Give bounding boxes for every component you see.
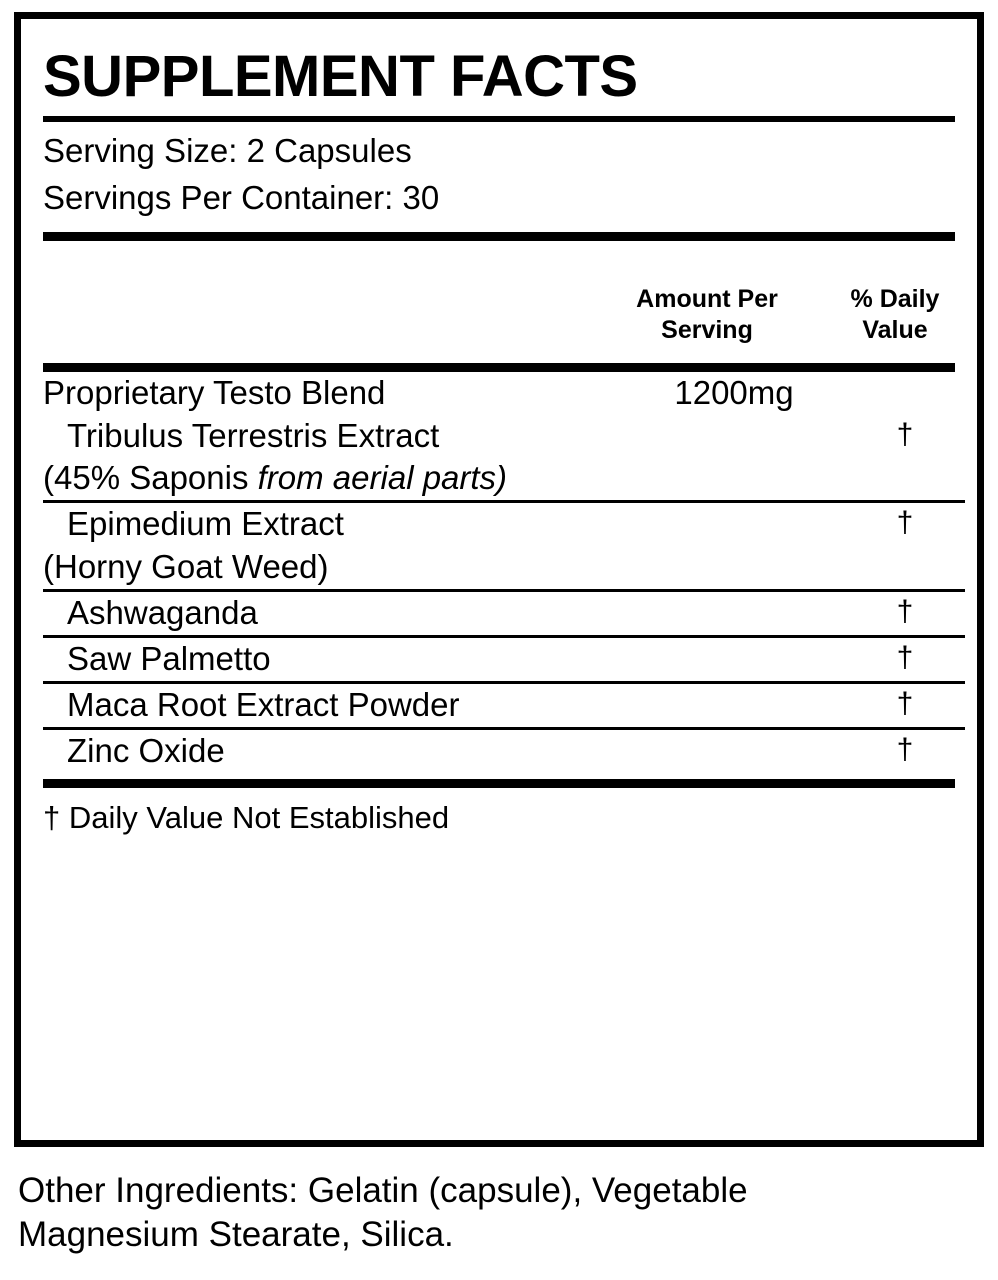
ingredient-subtext — [43, 457, 965, 501]
table-row — [43, 546, 965, 590]
ingredient-amount — [623, 415, 845, 458]
page-title: SUPPLEMENT FACTS — [43, 44, 638, 109]
ingredient-amount — [623, 591, 845, 637]
ingredient-name: Saw Palmetto — [43, 636, 623, 682]
divider-below-table — [43, 779, 955, 788]
serving-info — [43, 122, 955, 226]
ingredient-subtext-italic: from aerial parts) — [257, 459, 508, 497]
blend-dv — [845, 372, 965, 415]
ingredient-name: Zinc Oxide — [67, 731, 225, 769]
divider-above-table — [43, 363, 955, 372]
header-dv-line2: Value — [862, 316, 928, 345]
table-row — [43, 502, 965, 546]
blend-amount: 1200mg — [674, 373, 794, 411]
ingredient-dv: † — [896, 506, 914, 540]
ingredient-subtext: (Horny Goat Weed) — [43, 546, 965, 590]
blend-name: Proprietary Testo Blend — [43, 373, 386, 411]
other-ingredients-line1: Other Ingredients: Gelatin (capsule), Vegetable — [18, 1171, 748, 1210]
ingredient-dv: † — [845, 591, 965, 637]
table-row — [43, 728, 965, 772]
table-row — [43, 591, 965, 637]
ingredient-dv: † — [845, 636, 965, 682]
ingredient-dv: † — [896, 417, 914, 451]
table-row — [43, 682, 965, 728]
ingredient-subtext-plain: (45% Saponis — [43, 459, 258, 497]
daily-value-footnote: † Daily Value Not Established — [43, 799, 450, 835]
ingredient-amount — [623, 502, 845, 546]
ingredient-name: Maca Root Extract Powder — [43, 682, 623, 728]
table-row — [43, 415, 965, 458]
other-ingredients-line2: Magnesium Stearate, Silica. — [18, 1214, 454, 1254]
ingredient-amount — [623, 682, 845, 728]
ingredients-table — [43, 372, 965, 773]
ingredient-dv: † — [896, 732, 914, 766]
header-amount-line2: Serving — [661, 316, 753, 345]
table-row — [43, 372, 965, 415]
servings-per-container: Servings Per Container: 30 — [43, 178, 440, 216]
serving-size: Serving Size: 2 Capsules — [43, 131, 412, 169]
ingredient-name: Tribulus Terrestris Extract — [67, 416, 440, 454]
header-dv-line1: % Daily — [850, 285, 940, 314]
divider-under-serving — [43, 232, 955, 241]
table-row — [43, 636, 965, 682]
facts-panel — [14, 12, 984, 1147]
ingredient-amount — [623, 728, 845, 772]
other-ingredients — [14, 1147, 984, 1257]
header-amount-line1: Amount Per — [636, 285, 778, 314]
ingredient-amount — [623, 636, 845, 682]
ingredient-name: Ashwaganda — [43, 591, 623, 637]
ingredient-name: Epimedium Extract — [67, 505, 344, 543]
ingredient-dv: † — [845, 682, 965, 728]
column-headers — [43, 241, 955, 357]
table-row — [43, 457, 965, 501]
header-amount-per-serving — [597, 284, 817, 347]
header-daily-value — [835, 284, 955, 347]
